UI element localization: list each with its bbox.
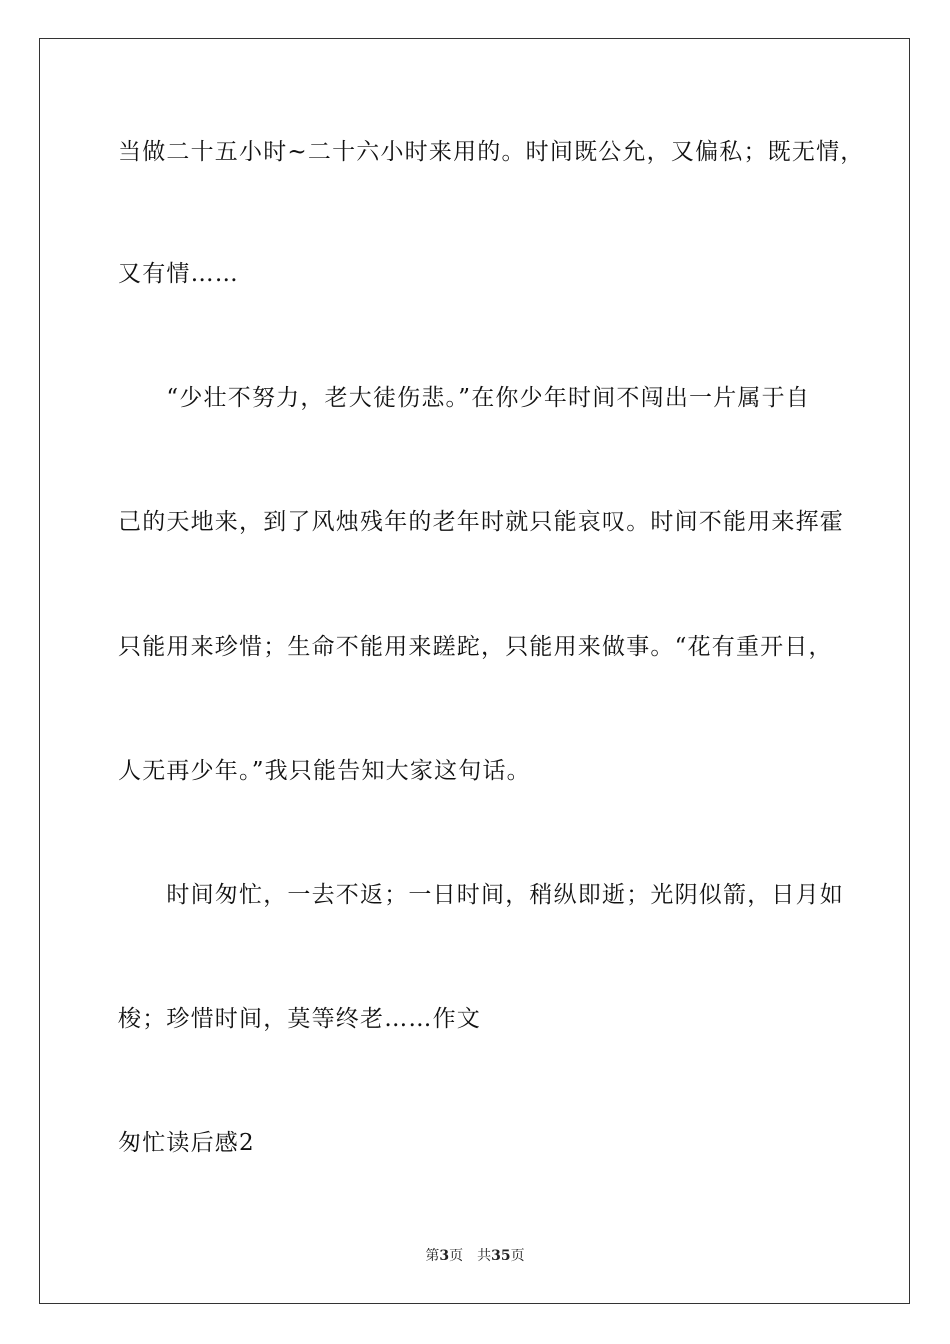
page-prefix: 第 [425,1248,440,1264]
text-line-1: 当做二十五小时~二十六小时来用的。时间既公允，又偏私；既无情， [118,139,865,165]
text-line-5: 只能用来珍惜；生命不能用来蹉跎，只能用来做事。“花有重开日， [118,634,833,660]
text-line-8: 梭；珍惜时间，莫等终老……作文 [118,1006,481,1032]
total-pages: 35 [491,1248,511,1264]
page-number: 3 [439,1248,450,1264]
text-line-6: 人无再少年。”我只能告知大家这句话。 [118,758,531,784]
page-suffix: 页 [449,1248,464,1264]
page-border [39,38,910,1304]
section-heading: 匆忙读后感2 [118,1130,255,1156]
total-prefix: 共 [477,1248,492,1264]
paragraph-line-3: “少壮不努力，老大徒伤悲。”在你少年时间不闯出一片属于自 [118,385,811,411]
page-footer [0,1247,950,1265]
text-line-4: 己的天地来，到了风烛残年的老年时就只能哀叹。时间不能用来挥霍 [118,509,844,535]
paragraph-line-7: 时间匆忙，一去不返；一日时间，稍纵即逝；光阴似箭，日月如 [118,882,844,908]
total-suffix: 页 [510,1248,525,1264]
text-line-2: 又有情…… [118,261,239,287]
